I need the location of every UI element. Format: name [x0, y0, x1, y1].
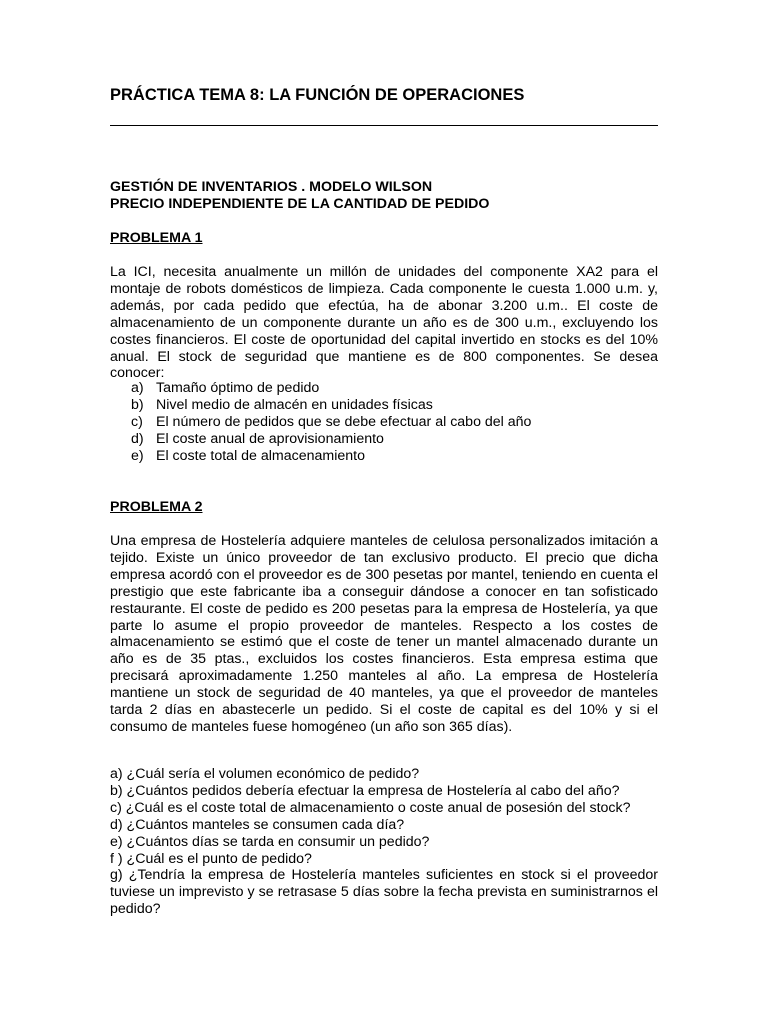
list-marker: b) — [131, 396, 144, 413]
list-item: b) ¿Cuántos pedidos debería efectuar la empresa de Hostelería al cabo del año? — [110, 782, 620, 799]
list-item-text: El número de pedidos que se debe efectuar al cabo del año — [156, 413, 532, 430]
section-heading-price: PRECIO INDEPENDIENTE DE LA CANTIDAD DE PEDIDO — [110, 196, 490, 212]
list-item — [131, 414, 531, 431]
problem-2-heading: PROBLEMA 2 — [110, 499, 203, 515]
list-item — [131, 431, 531, 448]
list-item: f ) ¿Cuál es el punto de pedido? — [110, 850, 312, 867]
list-item — [131, 397, 531, 414]
problem-1-heading: PROBLEMA 1 — [110, 230, 203, 246]
problem-1-question-list — [131, 380, 531, 465]
problem-2-statement: Una empresa de Hostelería adquiere manteles de celulosa personalizados imitación a tejido. Existe un único proveedor de tan exclusivo producto. El precio que dicha empresa acordó con el proveedor es de 300 pesetas por mantel, teniendo en cuenta el prestigio que este fabricante iba a conseguir dándose a conocer en tan sofisticado restaurante. El coste de pedido es 200 pesetas para la empresa de Hostelería, ya que parte lo asume el propio proveedor de manteles. Respecto a los costes de almacenamiento se estimó que el coste de tener un mantel almacenado durante un año es de 35 ptas., excluidos los costes financieros. Esta empresa estima que precisará aproximadamente 1.250 manteles al año. La empresa de Hostelería mantiene un stock de seguridad de 40 manteles, ya que el proveedor de manteles tarda 2 días en abastecerle un pedido. Si el coste de capital es del 10% y si el consumo de manteles fuese homogéneo (un año son 365 días). — [110, 533, 658, 735]
list-marker: c) — [131, 413, 143, 430]
page-title: PRÁCTICA TEMA 8: LA FUNCIÓN DE OPERACIONES — [110, 86, 525, 104]
list-item: c) ¿Cuál es el coste total de almacenamiento o coste anual de posesión del stock? — [110, 799, 631, 816]
list-item: e) ¿Cuántos días se tarda en consumir un pedido? — [110, 833, 430, 850]
list-item-text: El coste total de almacenamiento — [156, 447, 365, 464]
list-item — [131, 380, 531, 397]
list-item-text: El coste anual de aprovisionamiento — [156, 430, 384, 447]
list-item: g) ¿Tendría la empresa de Hostelería manteles suficientes en stock si el proveedor tuviese un imprevisto y se retrasase 5 días sobre la fecha prevista en suministrarnos el pedido? — [110, 867, 658, 918]
list-item: a) ¿Cuál sería el volumen económico de pedido? — [110, 766, 420, 782]
list-marker: a) — [131, 380, 144, 396]
list-marker: d) — [131, 430, 144, 447]
section-heading-inventory: GESTIÓN DE INVENTARIOS . MODELO WILSON — [110, 179, 433, 195]
problem-2-question-list — [110, 766, 658, 918]
list-item-text: Nivel medio de almacén en unidades físicas — [156, 396, 433, 413]
list-item: d) ¿Cuántos manteles se consumen cada día? — [110, 816, 405, 833]
problem-1-statement: La ICI, necesita anualmente un millón de unidades del componente XA2 para el montaje de robots domésticos de limpieza. Cada componente le cuesta 1.000 u.m. y, además, por cada pedido que efectúa, ha de abonar 3.200 u.m.. El coste de almacenamiento de un componente durante un año es de 300 u.m., excluyendo los costes financieros. El coste de oportunidad del capital invertido en stocks es del 10% anual. El stock de seguridad que mantiene es de 800 componentes. Se desea conocer: — [110, 264, 658, 382]
list-item — [131, 448, 531, 465]
title-divider — [110, 125, 658, 126]
document-page — [110, 0, 658, 1024]
list-marker: e) — [131, 447, 144, 464]
list-item-text: Tamaño óptimo de pedido — [156, 380, 320, 396]
